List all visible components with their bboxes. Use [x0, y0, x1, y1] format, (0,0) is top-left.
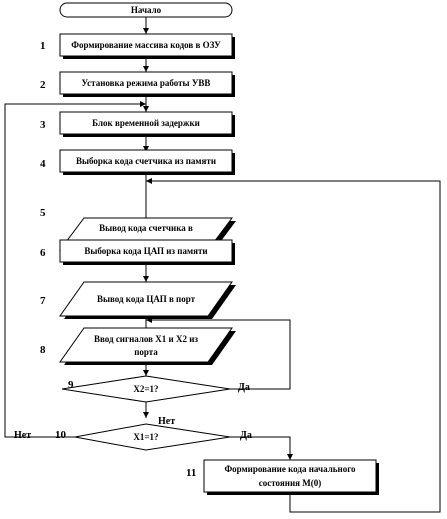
- decision-step-10: [14, 416, 252, 450]
- step-10-no-label-top: Нет: [158, 416, 176, 427]
- step-1-text: Формирование массива кодов в ОЗУ: [71, 40, 221, 50]
- step-8-number: 8: [40, 344, 46, 356]
- process-step-4: [40, 150, 235, 175]
- step-7-number: 7: [40, 295, 46, 307]
- step-11-text-line-2: состояния M(0): [258, 478, 322, 488]
- step-10-text: X1=1?: [133, 432, 159, 442]
- io-step-7: [40, 282, 236, 319]
- process-step-11: [186, 460, 379, 495]
- start-terminator: [60, 3, 232, 17]
- process-step-1: [40, 34, 235, 59]
- step-3-number: 3: [40, 119, 46, 131]
- step-3-text: Блок временной задержки: [92, 118, 200, 128]
- step-2-text: Установка режима работы УВВ: [81, 78, 211, 88]
- step-5-text-line-1: Вывод кода счетчика в: [99, 223, 193, 233]
- step-5-number: 5: [40, 207, 46, 219]
- process-step-3: [40, 112, 235, 137]
- step-1-number: 1: [40, 40, 46, 52]
- decision-step-9: [62, 376, 250, 402]
- step-6-number: 6: [40, 247, 46, 259]
- step-4-text: Выборка кода счетчика из памяти: [75, 156, 217, 166]
- step-8-text-line-1: Ввод сигналов X1 и X2 из: [93, 334, 199, 344]
- step-4-number: 4: [40, 158, 46, 170]
- step-8-text-line-2: порта: [134, 347, 158, 357]
- step-9-number: 9: [68, 379, 74, 391]
- process-step-6: [40, 240, 235, 265]
- step-10-no-label-left: Нет: [14, 430, 32, 441]
- step-6-text: Выборка кода ЦАП из памяти: [84, 246, 208, 256]
- step-10-number: 10: [55, 429, 66, 441]
- step-10-yes-label: Да: [240, 430, 252, 441]
- step-2-number: 2: [40, 79, 46, 91]
- process-step-2: [40, 72, 235, 97]
- step-11-number: 11: [186, 467, 197, 479]
- step-9-text: X2=1?: [133, 384, 159, 394]
- step-11-text-line-1: Формирование кода начального: [224, 464, 356, 474]
- step-9-yes-label: Да: [238, 382, 250, 393]
- step-7-text: Вывод кода ЦАП в порт: [96, 294, 196, 304]
- start-label: Начало: [130, 5, 162, 15]
- io-step-8: [40, 328, 236, 365]
